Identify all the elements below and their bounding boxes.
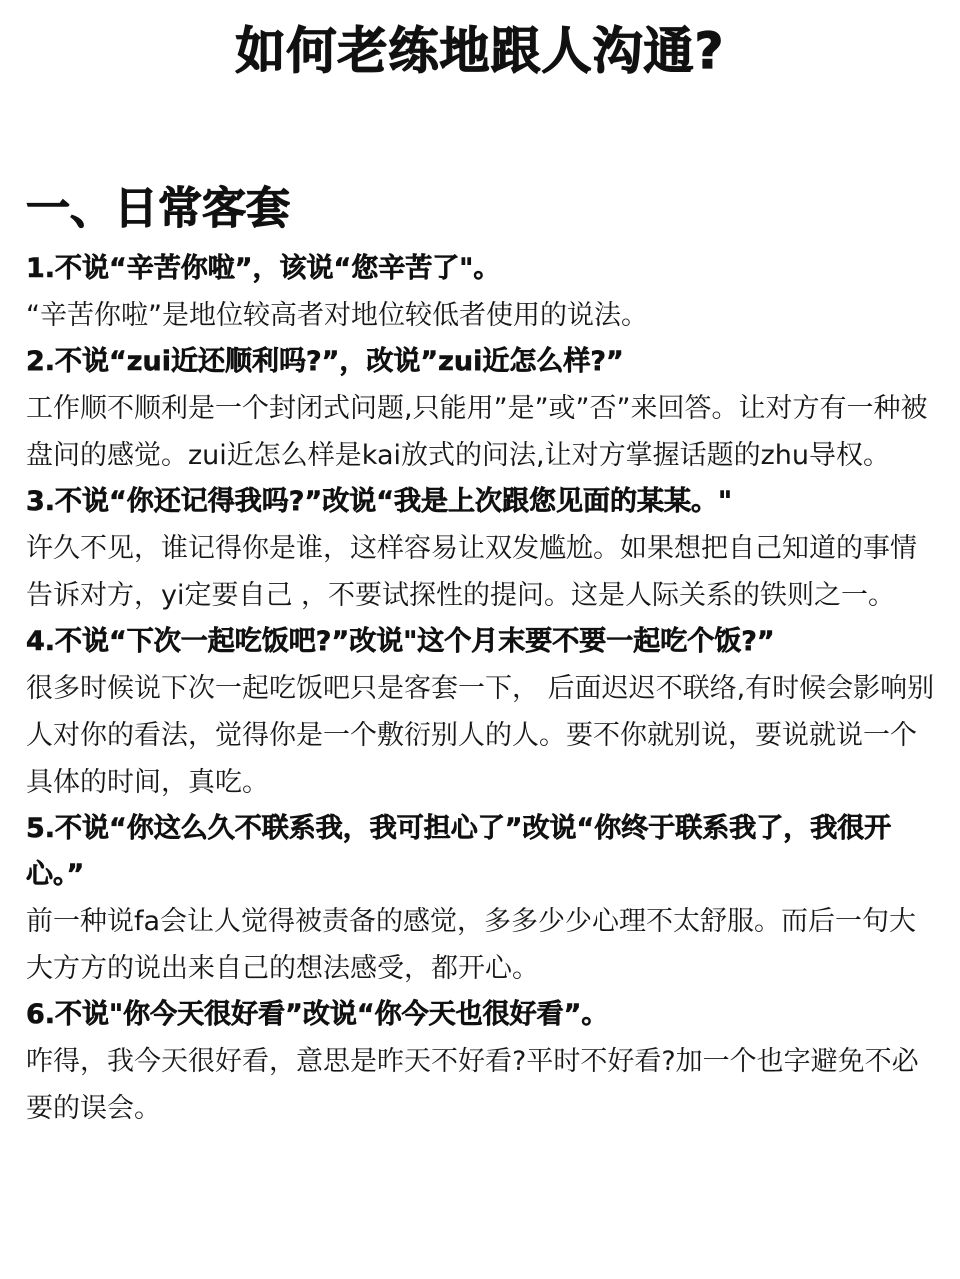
list-item [26,806,936,992]
item-heading: 2.不说“zui近还顺利吗?”，改说”zui近怎么样?” [26,346,624,377]
item-body: 前一种说fa会让人觉得被责备的感觉，多多少少心理不太舒服。而后一句大大方方的说出来自己的想法感受，都开心。 [26,906,917,984]
item-body: 很多时候说下次一起吃饭吧只是客套一下， 后面迟迟不联络,有时候会影响别人对你的看法，觉得你是一个敷衍别人的人。要不你就别说，要说就说一个具体的时间，真吃。 [26,673,935,798]
item-body: 工作顺不顺利是一个封闭式问题,只能用”是”或”否”来回答。让对方有一种被盘问的感觉。zui近怎么样是kai放式的问法,让对方掌握话题的zhu导权。 [26,393,928,471]
item-heading: 1.不说“辛苦你啦”，该说“您辛苦了"。 [26,253,501,284]
item-body: 咋得，我今天很好看，意思是昨天不好看?平时不好看?加一个也字避免不必要的误会。 [26,1046,919,1124]
item-body: “辛苦你啦”是地位较高者对地位较低者使用的说法。 [26,300,648,331]
list-item [26,479,936,619]
page-title: 如何老练地跟人沟通? [235,22,725,80]
item-heading: 5.不说“你这么久不联系我，我可担心了”改说“你终于联系我了，我很开心。” [26,813,892,890]
item-heading: 6.不说"你今天很好看”改说“你今天也很好看”。 [26,999,609,1030]
list-item [26,246,936,339]
list-item [26,619,936,806]
section-heading: 一、日常客套 [26,183,290,234]
item-list [26,246,936,1132]
list-item [26,339,936,479]
item-heading: 4.不说“下次一起吃饭吧?”改说"这个月末要不要一起吃个饭?” [26,626,775,657]
item-heading: 3.不说“你还记得我吗?”改说“我是上次跟您见面的某某。" [26,486,733,517]
item-body: 许久不见，谁记得你是谁，这样容易让双发尴尬。如果想把自己知道的事情告诉对方，yi定要自己 ，不要试探性的提问。这是人际关系的铁则之一。 [26,533,917,611]
list-item [26,992,936,1132]
